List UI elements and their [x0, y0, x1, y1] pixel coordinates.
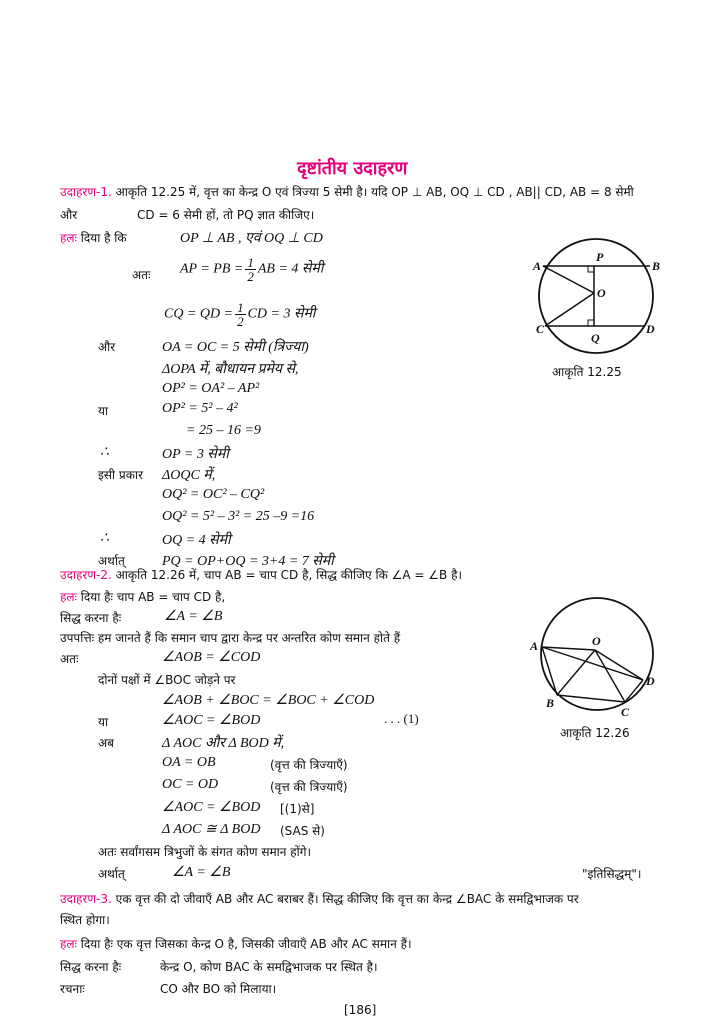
example-1-label: उदाहरण-1.: [60, 185, 112, 199]
label-a: A: [533, 259, 542, 273]
solution-label-3: हलः: [60, 937, 77, 951]
similarly-label: इसी प्रकार: [98, 468, 143, 482]
segment-cd: [625, 680, 643, 702]
proof-text: उपपत्तिः हम जानते हैं कि समान चाप द्वारा केन्द्र पर अन्तरित कोण समान होते हैं: [60, 631, 401, 645]
to-prove-label: सिद्ध करना हैः: [60, 611, 122, 625]
example-1-line2: CD = 6 सेमी हों, तो PQ ज्ञात कीजिए।: [137, 208, 315, 222]
or-label-2: या: [98, 715, 109, 729]
given-text-3: दिया हैः एक वृत्त जिसका केन्द्र O है, जिसकी जीवाएँ AB और AC समान हैं।: [76, 937, 412, 951]
example-3-statement: [60, 890, 579, 907]
label-b-2: B: [546, 696, 555, 710]
given-text: दिया है कि: [76, 231, 127, 245]
label-o: O: [597, 286, 606, 300]
right-angle-p: [588, 266, 594, 272]
conclusion-text: अतः सर्वांगसम त्रिभुजों के संगत कोण समान होंगे।: [98, 845, 312, 859]
given-text-2: दिया हैः चाप AB = चाप CD है,: [76, 590, 226, 604]
given-equation: OP ⊥ AB , एवं OQ ⊥ CD: [180, 231, 323, 246]
example-2-label: उदाहरण-2.: [60, 568, 112, 582]
example-1-statement: [60, 183, 634, 200]
equation-oq-substituted: OQ² = 5² – 3² = 25 –9 =16: [162, 509, 315, 524]
label-q: Q: [591, 331, 600, 345]
qed-text: "इतिसिद्धम्"।: [582, 867, 642, 881]
equation-op-result: OP = 3 सेमी: [162, 447, 229, 462]
equation-oa-ob: OA = OB: [162, 755, 216, 770]
label-d-2: D: [646, 674, 655, 688]
equation-a-equals-b: ∠A = ∠B: [172, 865, 231, 880]
example-1-line1: आकृति 12.25 में, वृत्त का केन्द्र O एवं त्रिज्या 5 सेमी है। यदि OP ⊥ AB, OQ ⊥ CD , AB|| CD, AB = 8 सेमी: [111, 185, 634, 199]
segment-bo: [557, 650, 595, 695]
figure-12-26-caption: आकृति 12.26: [560, 726, 630, 740]
now-label: अब: [98, 736, 115, 750]
figure-12-25-caption: आकृति 12.25: [552, 365, 622, 379]
page-number: [186]: [344, 1003, 377, 1017]
segment-co: [545, 293, 594, 326]
figure-12-25: [520, 238, 670, 363]
example-2-line1: आकृति 12.26 में, चाप AB = चाप CD है, सिद्ध कीजिए कि ∠A = ∠B है।: [111, 568, 463, 582]
equation-aoc-bod: ∠AOC = ∠BOD: [162, 713, 261, 728]
triangle-oqc-text: ΔOQC में,: [162, 468, 216, 483]
equation-pq-result: PQ = OP+OQ = 3+4 = 7 सेमी: [162, 554, 334, 569]
equation-op-substituted: OP² = 5² – 4²: [162, 401, 238, 416]
equation-congruent: Δ AOC ≅ Δ BOD: [162, 822, 261, 837]
example-2-statement: [60, 566, 462, 583]
equation-op-squared: OP² = OA² – AP²: [162, 381, 260, 396]
reason-from-1: [(1)से]: [280, 802, 315, 816]
therefore-symbol-2: ∴: [100, 531, 109, 546]
or-label: या: [98, 404, 109, 418]
label-o-2: O: [592, 634, 601, 648]
reason-sas: (SAS से): [280, 824, 325, 838]
label-p: P: [596, 250, 604, 264]
example-3-given: [60, 935, 412, 952]
example-3-line2: स्थित होगा।: [60, 913, 110, 927]
figure-12-26: [525, 590, 685, 720]
page-title: दृष्टांतीय उदाहरण: [297, 158, 408, 179]
segment-od: [595, 650, 643, 680]
triangles-text: Δ AOC और Δ BOD में,: [162, 736, 285, 751]
construction-text: CO और BO को मिलाया।: [160, 982, 277, 996]
equation-oq-squared: OQ² = OC² – CQ²: [162, 487, 265, 502]
equation-ap-pb: AP = PB = $\frac{1}{2}$ AB = 4 सेमी: [180, 255, 324, 284]
therefore-symbol: ∴: [100, 445, 109, 460]
reason-radii-1: (वृत्त की त्रिज्याएँ): [270, 758, 348, 772]
to-prove-text-3: केन्द्र O, कोण BAC के समद्विभाजक पर स्थित है।: [160, 960, 378, 974]
to-prove-label-3: सिद्ध करना हैः: [60, 960, 122, 974]
equation-oc-od: OC = OD: [162, 777, 219, 792]
both-sides-text: दोनों पक्षों में ∠BOC जोड़ने पर: [98, 673, 236, 687]
equation-oq-result: OQ = 4 सेमी: [162, 533, 231, 548]
label-c-2: C: [621, 705, 630, 719]
solution-label-2: हलः: [60, 590, 77, 604]
equation-angle-aoc: ∠AOC = ∠BOD: [162, 800, 261, 815]
that-is-label-2: अर्थात्: [98, 867, 125, 881]
construction-label: रचनाः: [60, 982, 85, 996]
therefore-label-2: अतः: [60, 652, 79, 666]
therefore-label: अतः: [132, 268, 151, 282]
label-b: B: [652, 259, 661, 273]
example-2-given: [60, 588, 225, 605]
right-angle-q: [588, 320, 594, 326]
and-label: और: [98, 340, 116, 354]
label-a-2: A: [530, 639, 539, 653]
equation-sum: ∠AOB + ∠BOC = ∠BOC + ∠COD: [162, 693, 375, 708]
solution-label: हलः: [60, 231, 77, 245]
that-is-label: अर्थात्: [98, 554, 125, 568]
label-c: C: [536, 322, 545, 336]
segment-oc: [595, 650, 625, 702]
to-prove-equation: ∠A = ∠B: [164, 609, 223, 624]
example-1-and: और: [60, 208, 78, 222]
triangle-opa-text: ΔOPA में, बौधायन प्रमेय से,: [162, 362, 299, 377]
equation-cq-qd: CQ = QD = $\frac{1}{2}$ CD = 3 सेमी: [164, 300, 316, 329]
equation-op-value: = 25 – 16 =9: [186, 423, 261, 438]
segment-ao: [543, 266, 594, 293]
example-3-label: उदाहरण-3.: [60, 892, 112, 906]
label-d: D: [646, 322, 655, 336]
example-1-solution-intro: [60, 229, 127, 246]
equation-oa-oc: OA = OC = 5 सेमी (त्रिज्या): [162, 340, 309, 355]
equation-aob-cod: ∠AOB = ∠COD: [162, 650, 261, 665]
example-3-line1: एक वृत्त की दो जीवाएँ AB और AC बराबर हैं। सिद्ध कीजिए कि वृत्त का केन्द्र ∠BAC के समद्विभाजक पर: [111, 892, 579, 906]
reason-radii-2: (वृत्त की त्रिज्याएँ): [270, 780, 348, 794]
equation-tag-1: . . . (1): [384, 711, 419, 726]
